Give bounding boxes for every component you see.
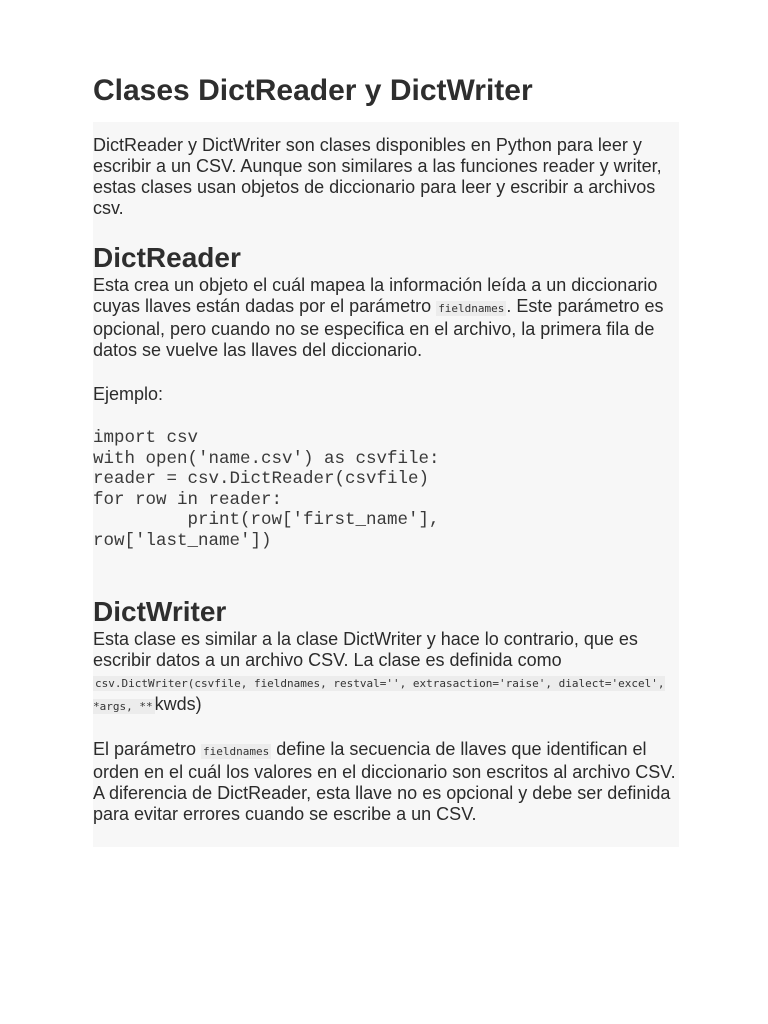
code-line: reader = csv.DictReader(csvfile): [93, 469, 430, 489]
code-example: [93, 428, 679, 595]
intro-block: [93, 122, 679, 228]
code-line: import csv: [93, 428, 199, 448]
dictwriter-signature-code: csv.DictWriter(csvfile, fieldnames, restval='', extrasaction='raise', dialect='excel', *args, **: [93, 677, 665, 713]
dictreader-text-1: Esta crea un objeto el cuál mapea la información leída a un diccionario cuyas llaves están dadas por el parámetro: [93, 275, 658, 316]
dictreader-heading: DictReader: [93, 242, 241, 273]
fieldnames-code: fieldnames: [203, 745, 270, 758]
page-title: Clases DictReader y DictWriter: [93, 60, 679, 122]
code-line: print(row['first_name'],: [93, 510, 440, 530]
dictwriter-text-3: El parámetro: [93, 739, 202, 759]
dictwriter-text-4: define la secuencia de llaves que identifican el orden en el cuál los valores en el diccionario son escritos al archivo CSV. A diferencia de DictReader, esta llave no es opcional y debe ser definida para evitar errores cuando se escribe a un CSV.: [93, 739, 676, 824]
dictreader-paragraph: [93, 275, 679, 361]
dictwriter-text-2: kwds): [154, 694, 202, 714]
code-line: for row in reader:: [93, 489, 283, 510]
fieldnames-code: fieldnames: [438, 302, 505, 315]
example-label: Ejemplo:: [93, 384, 164, 404]
dictreader-section: [93, 228, 679, 595]
dictreader-text-2: . Este parámetro es opcional, pero cuando no se especifica en el archivo, la primera fila de datos se vuelve las llaves del diccionario.: [93, 296, 664, 360]
dictwriter-heading: DictWriter: [93, 596, 227, 627]
dictwriter-paragraph-2: [93, 739, 679, 825]
code-line: with open('name.csv') as csvfile:: [93, 448, 440, 469]
code-line: row['last_name']): [93, 530, 272, 551]
dictwriter-text-1: Esta clase es similar a la clase DictWriter y hace lo contrario, que es escribir datos a un archivo CSV. La clase es definida como: [93, 629, 638, 670]
dictwriter-section: [93, 595, 679, 847]
document-content: [93, 60, 679, 847]
dictwriter-paragraph-1: [93, 629, 679, 717]
intro-paragraph: DictReader y DictWriter son clases disponibles en Python para leer y escribir a un CSV. Aunque son similares a las funciones reader y writer, estas clases usan objetos de diccionario para leer y escribir a archivos csv.: [93, 135, 662, 218]
